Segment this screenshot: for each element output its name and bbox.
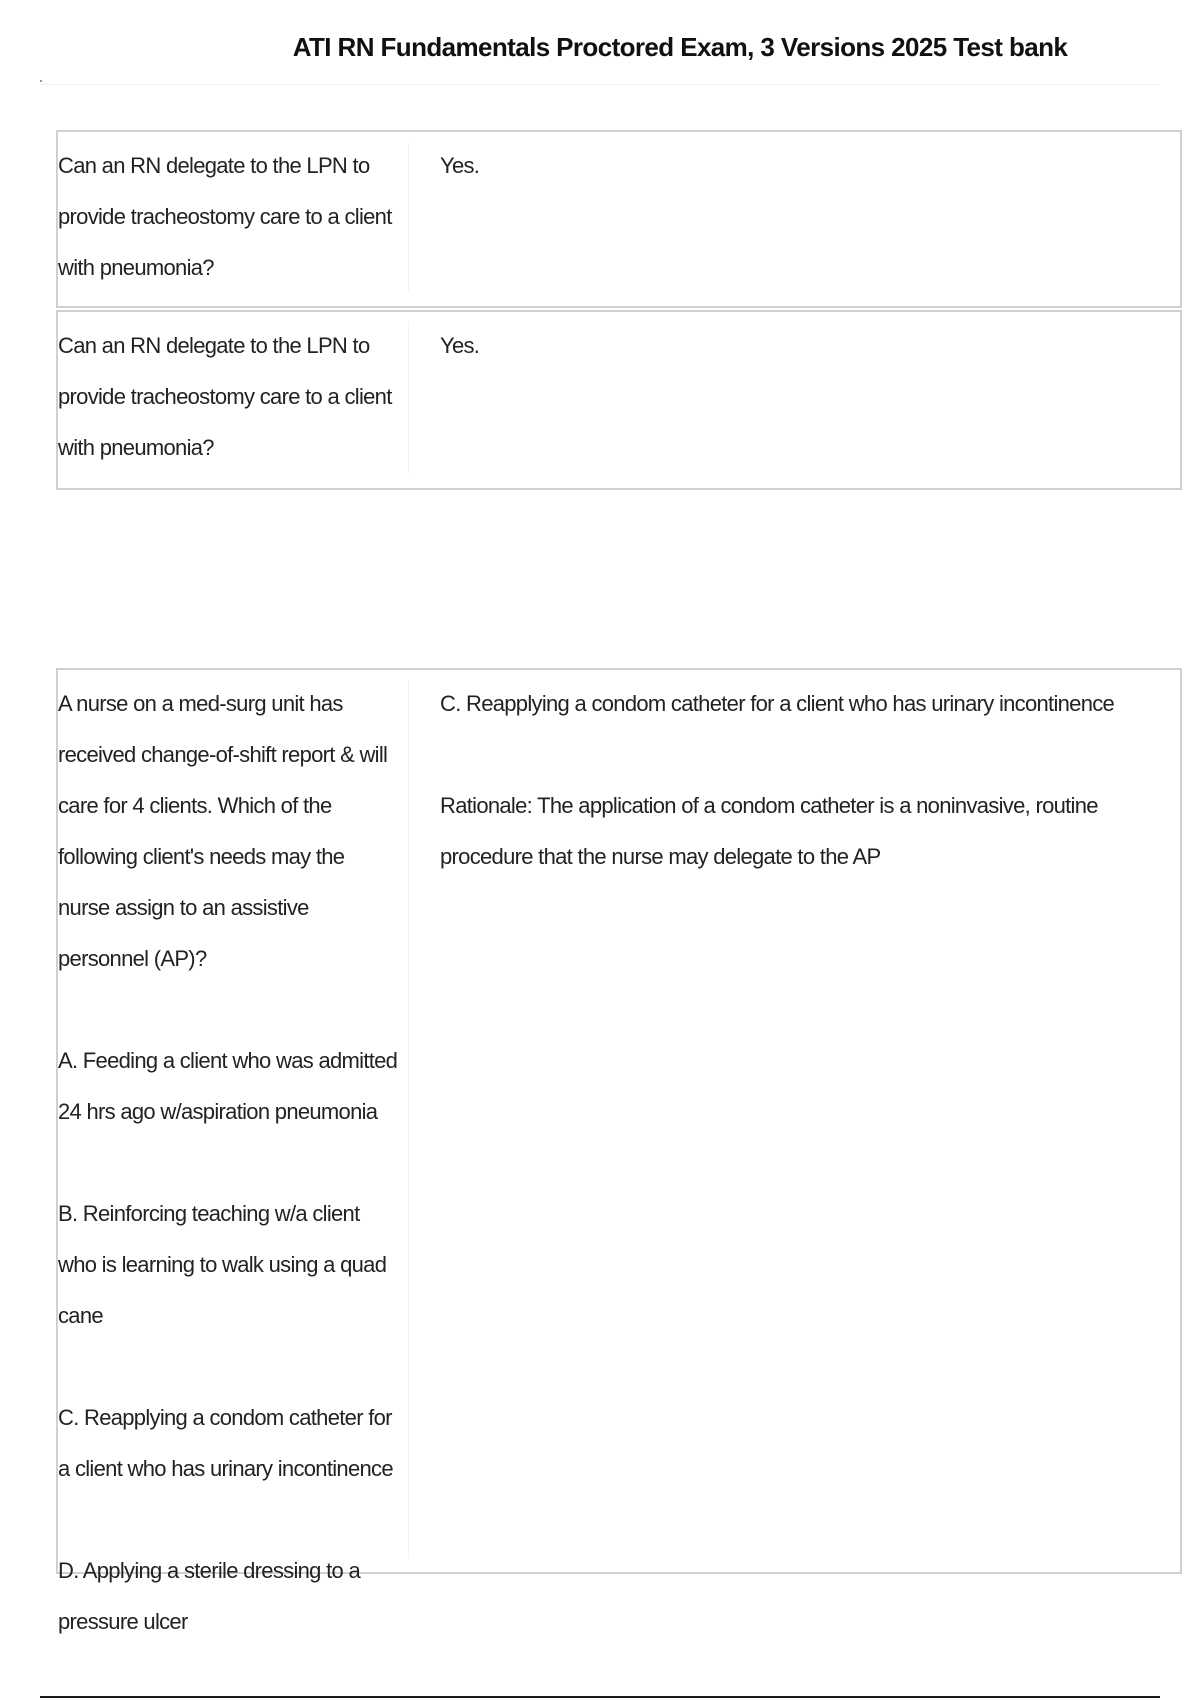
flashcard-2 bbox=[56, 310, 1182, 490]
term-question: Can an RN delegate to the LPN to provide tracheostomy care to a client with pneumonia? bbox=[58, 153, 392, 280]
term-option-b: B. Reinforcing teaching w/a client who is learning to walk using a quad cane bbox=[58, 1201, 387, 1328]
column-divider bbox=[408, 322, 409, 474]
footer-rule bbox=[40, 1696, 1160, 1698]
header-mark bbox=[40, 80, 42, 82]
card-definition bbox=[440, 320, 1140, 371]
card-term bbox=[58, 678, 398, 1647]
flashcard-3 bbox=[56, 668, 1182, 1634]
flashcard-1 bbox=[56, 130, 1182, 308]
definition-rationale: Rationale: The application of a condom catheter is a noninvasive, routine procedure that the nurse may delegate to the AP bbox=[440, 793, 1098, 869]
column-divider bbox=[408, 680, 409, 1558]
definition-answer: Yes. bbox=[440, 153, 480, 178]
card-definition bbox=[440, 140, 1140, 191]
page-header bbox=[40, 0, 1160, 85]
definition-answer: Yes. bbox=[440, 333, 480, 358]
card-definition bbox=[440, 678, 1140, 882]
term-option-a: A. Feeding a client who was admitted 24 hrs ago w/aspiration pneumonia bbox=[58, 1048, 398, 1124]
term-question: A nurse on a med-surg unit has received change-of-shift report & will care for 4 clients. Which of the following client's needs may the nurse assign to an assistive personnel (AP)? bbox=[58, 691, 388, 971]
card-term bbox=[58, 140, 398, 293]
definition-answer: C. Reapplying a condom catheter for a client who has urinary incontinence bbox=[440, 691, 1115, 716]
term-option-c: C. Reapplying a condom catheter for a client who has urinary incontinence bbox=[58, 1405, 393, 1481]
column-divider bbox=[408, 142, 409, 292]
page-title: ATI RN Fundamentals Proctored Exam, 3 Versions 2025 Test bank bbox=[292, 32, 1068, 62]
term-question: Can an RN delegate to the LPN to provide tracheostomy care to a client with pneumonia? bbox=[58, 333, 392, 460]
term-option-d: D. Applying a sterile dressing to a pressure ulcer bbox=[58, 1558, 361, 1634]
card-term bbox=[58, 320, 398, 473]
